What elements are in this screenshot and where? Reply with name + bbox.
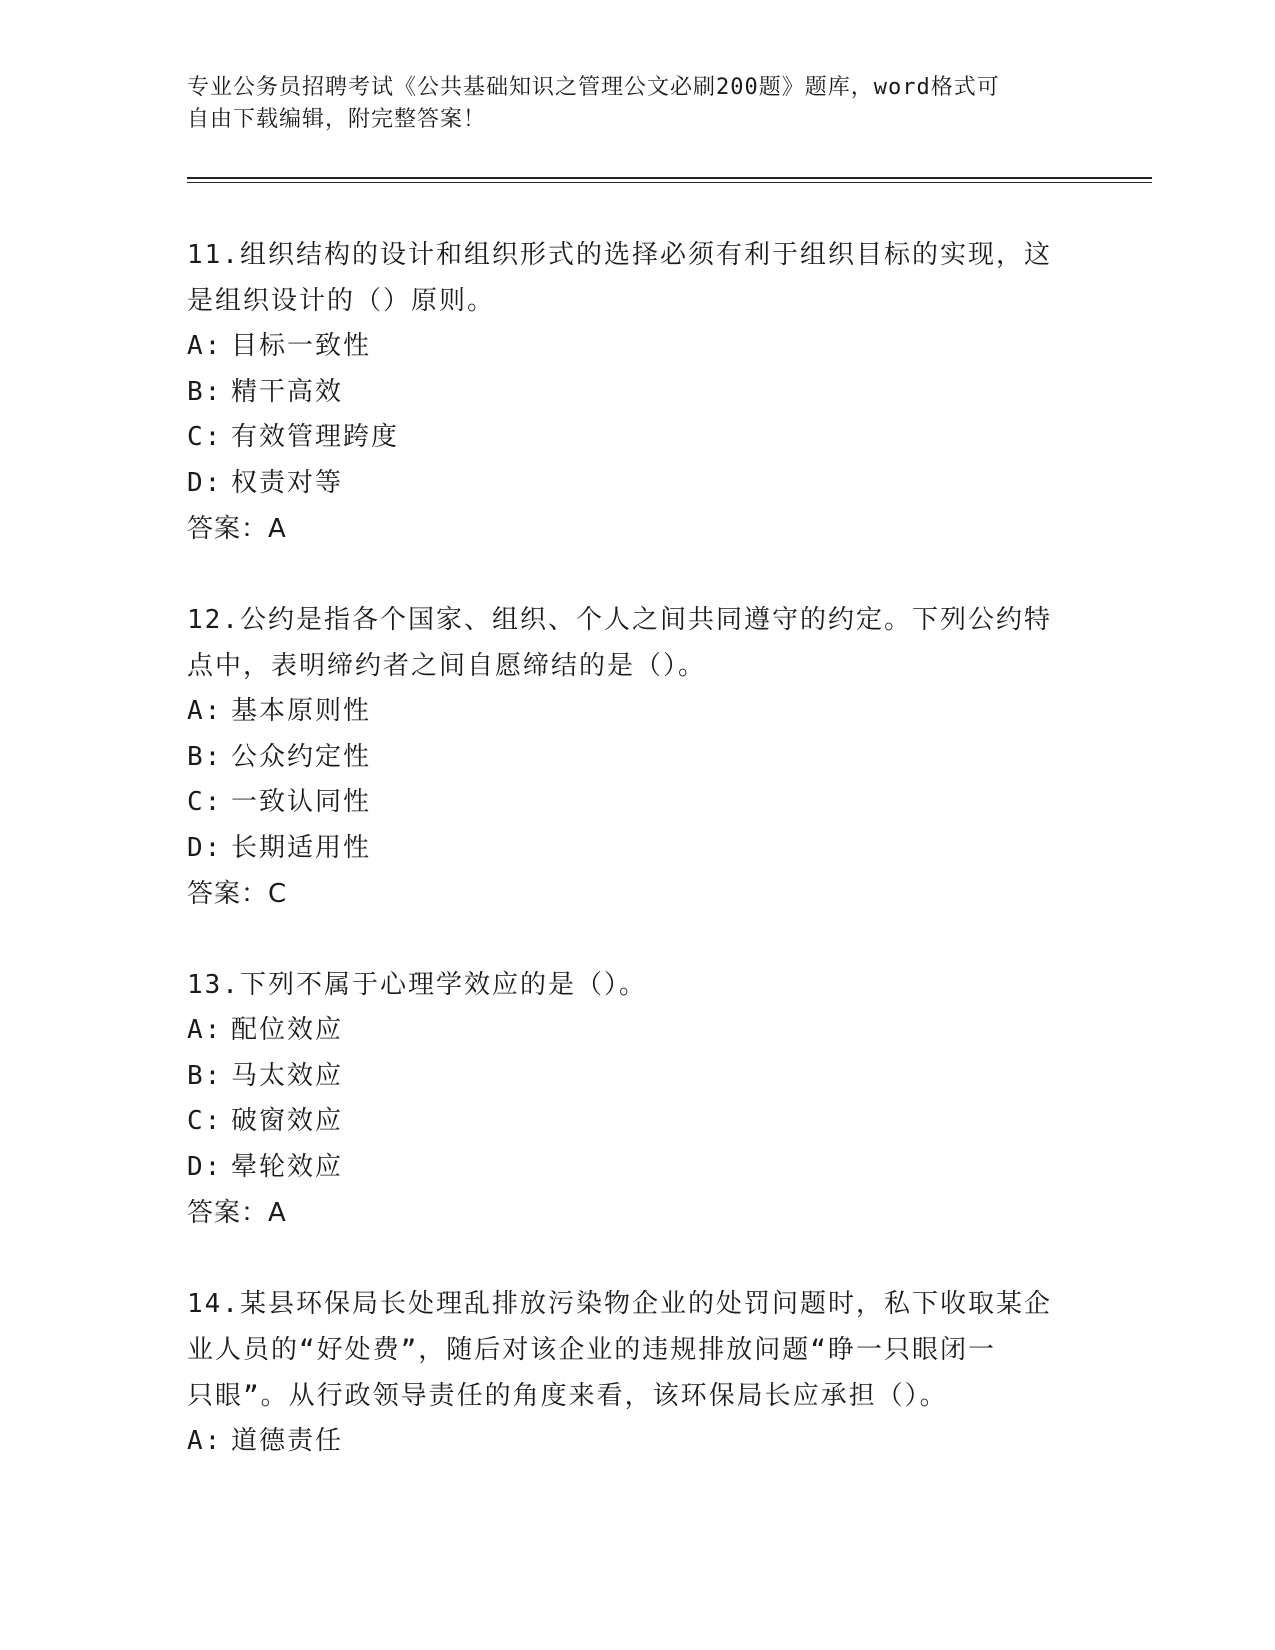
option-d <box>187 1145 1067 1191</box>
option-a <box>187 324 1067 370</box>
option-c <box>187 1099 1067 1145</box>
option-label: C: <box>187 1106 223 1136</box>
option-a <box>187 1419 1067 1465</box>
header-line-2: 自由下载编辑，附完整答案！ <box>187 107 487 132</box>
answer-line: 答案：C <box>187 879 288 909</box>
option-text: 马太效应 <box>231 1060 344 1091</box>
question-stem-line: 点中，表明缔约者之间自愿缔结的是（）。 <box>187 651 707 681</box>
document-header <box>187 72 1067 136</box>
option-text: 基本原则性 <box>231 696 372 726</box>
question-stem-line: 业人员的“好处费”，随后对该企业的违规排放问题“睁一只眼闭一 <box>187 1335 996 1365</box>
option-label: D: <box>187 1151 223 1182</box>
option-b <box>187 735 1067 781</box>
question-11 <box>187 232 1067 552</box>
option-b <box>187 370 1067 416</box>
option-text: 一致认同性 <box>231 787 372 817</box>
option-b <box>187 1054 1067 1100</box>
option-a <box>187 689 1067 735</box>
option-label: C: <box>187 422 223 452</box>
option-d <box>187 461 1067 507</box>
option-label: B: <box>187 741 223 772</box>
option-text: 长期适用性 <box>231 832 372 863</box>
option-label: A: <box>187 1015 223 1045</box>
option-text: 有效管理跨度 <box>231 422 400 452</box>
question-stem-line: 14.某县环保局长处理乱排放污染物企业的处罚问题时，私下收取某企 <box>187 1289 1052 1319</box>
question-stem-line: 13.下列不属于心理学效应的是（）。 <box>187 970 647 1000</box>
question-13 <box>187 962 1067 1236</box>
option-text: 公众约定性 <box>231 741 372 772</box>
option-text: 晕轮效应 <box>231 1151 344 1182</box>
option-label: B: <box>187 376 223 407</box>
question-stem-line: 只眼”。从行政领导责任的角度来看，该环保局长应承担（）。 <box>187 1381 948 1411</box>
question-stem-line: 是组织设计的（）原则。 <box>187 286 496 316</box>
header-rule-thick <box>187 177 1152 179</box>
option-text: 配位效应 <box>231 1015 344 1045</box>
option-text: 道德责任 <box>231 1426 344 1456</box>
question-stem-line: 11.组织结构的设计和组织形式的选择必须有利于组织目标的实现，这 <box>187 240 1052 270</box>
option-label: D: <box>187 832 223 863</box>
question-14 <box>187 1281 1067 1465</box>
option-a <box>187 1008 1067 1054</box>
header-line-1: 专业公务员招聘考试《公共基础知识之管理公文必刷200题》题库，word格式可 <box>187 75 1000 100</box>
header-rule-thin <box>187 182 1152 183</box>
question-12 <box>187 597 1067 917</box>
option-label: B: <box>187 1060 223 1091</box>
option-c <box>187 415 1067 461</box>
option-text: 目标一致性 <box>231 331 372 361</box>
option-c <box>187 780 1067 826</box>
question-stem-line: 12.公约是指各个国家、组织、个人之间共同遵守的约定。下列公约特 <box>187 605 1052 635</box>
answer-line: 答案：A <box>187 514 287 544</box>
option-d <box>187 826 1067 872</box>
option-text: 权责对等 <box>231 467 344 498</box>
option-text: 破窗效应 <box>231 1106 344 1136</box>
option-label: D: <box>187 467 223 498</box>
answer-line: 答案：A <box>187 1198 287 1228</box>
option-text: 精干高效 <box>231 376 344 407</box>
option-label: A: <box>187 696 223 726</box>
option-label: A: <box>187 1426 223 1456</box>
option-label: A: <box>187 331 223 361</box>
option-label: C: <box>187 787 223 817</box>
